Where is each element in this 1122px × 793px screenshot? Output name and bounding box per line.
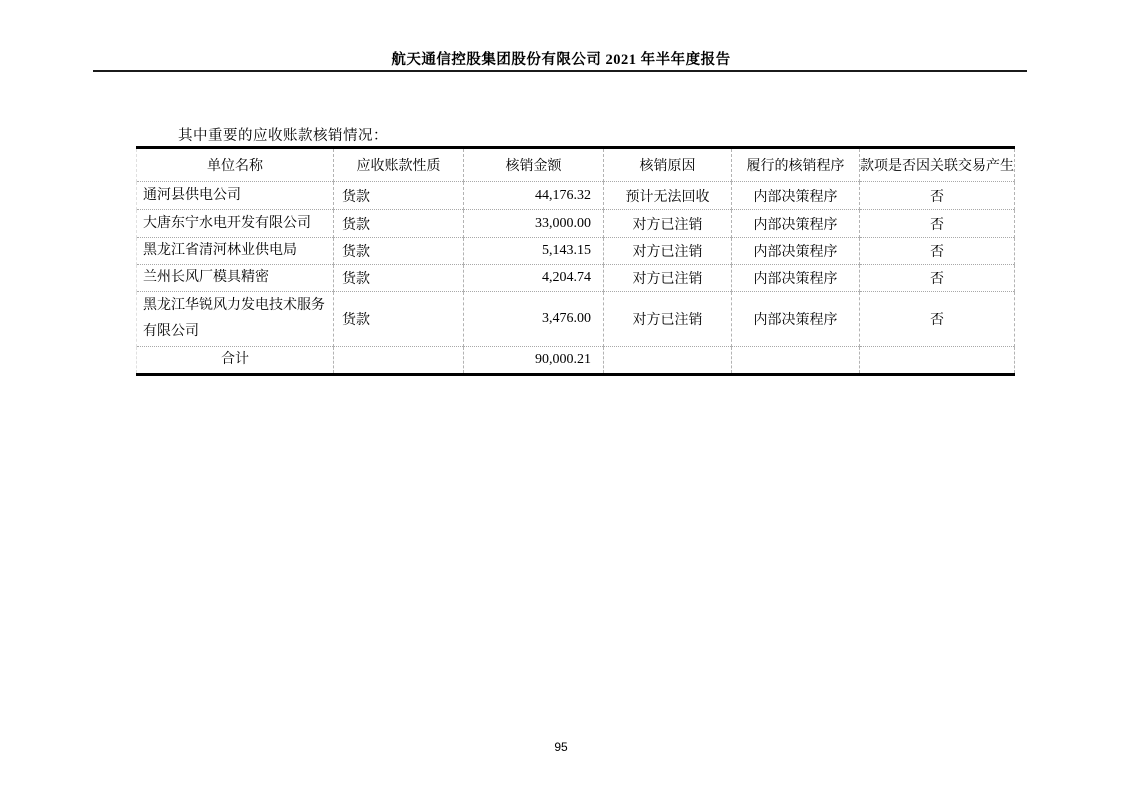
total-cell <box>604 347 732 375</box>
table-body <box>137 182 1015 375</box>
total-cell: 90,000.21 <box>464 347 604 375</box>
table-cell: 内部决策程序 <box>732 238 860 265</box>
table-cell: 黑龙江华锐风力发电技术服务有限公司 <box>137 292 334 347</box>
table-cell: 通河县供电公司 <box>137 182 334 210</box>
total-cell <box>860 347 1015 375</box>
table-cell: 44,176.32 <box>464 182 604 210</box>
table-cell: 内部决策程序 <box>732 182 860 210</box>
table-cell: 货款 <box>334 265 464 292</box>
table-cell: 对方已注销 <box>604 265 732 292</box>
table-cell: 内部决策程序 <box>732 292 860 347</box>
column-header: 履行的核销程序 <box>732 148 860 182</box>
table-cell: 货款 <box>334 182 464 210</box>
table-cell: 否 <box>860 182 1015 210</box>
table-row <box>137 210 1015 238</box>
table-cell: 货款 <box>334 238 464 265</box>
table-cell: 否 <box>860 210 1015 238</box>
document-title: 航天通信控股集团股份有限公司 2021 年半年度报告 <box>391 52 731 68</box>
table-cell: 内部决策程序 <box>732 265 860 292</box>
table-row <box>137 238 1015 265</box>
table-cell: 对方已注销 <box>604 210 732 238</box>
table-cell: 4,204.74 <box>464 265 604 292</box>
table-header-row <box>137 148 1015 182</box>
table-row <box>137 292 1015 347</box>
total-cell <box>732 347 860 375</box>
section-caption: 其中重要的应收账款核销情况： <box>178 128 388 144</box>
page-number: 95 <box>554 740 568 754</box>
total-cell <box>334 347 464 375</box>
table-cell: 否 <box>860 265 1015 292</box>
table-cell: 黑龙江省清河林业供电局 <box>137 238 334 265</box>
column-header: 单位名称 <box>137 148 334 182</box>
table-cell: 否 <box>860 292 1015 347</box>
table-cell: 货款 <box>334 292 464 347</box>
table-cell: 大唐东宁水电开发有限公司 <box>137 210 334 238</box>
table-cell: 货款 <box>334 210 464 238</box>
table-cell: 对方已注销 <box>604 292 732 347</box>
table-total-row <box>137 347 1015 375</box>
column-header: 款项是否因关联交易产生 <box>860 148 1015 182</box>
table-cell: 5,143.15 <box>464 238 604 265</box>
column-header: 应收账款性质 <box>334 148 464 182</box>
column-header: 核销原因 <box>604 148 732 182</box>
column-header: 核销金额 <box>464 148 604 182</box>
table-cell: 否 <box>860 238 1015 265</box>
header-rule <box>93 70 1027 72</box>
table-cell: 预计无法回收 <box>604 182 732 210</box>
total-cell: 合计 <box>137 347 334 375</box>
writeoff-table <box>136 146 1015 376</box>
table-cell: 3,476.00 <box>464 292 604 347</box>
table-cell: 内部决策程序 <box>732 210 860 238</box>
table-cell: 对方已注销 <box>604 238 732 265</box>
table-row <box>137 182 1015 210</box>
table-cell: 33,000.00 <box>464 210 604 238</box>
table-row <box>137 265 1015 292</box>
table-cell: 兰州长风厂模具精密 <box>137 265 334 292</box>
